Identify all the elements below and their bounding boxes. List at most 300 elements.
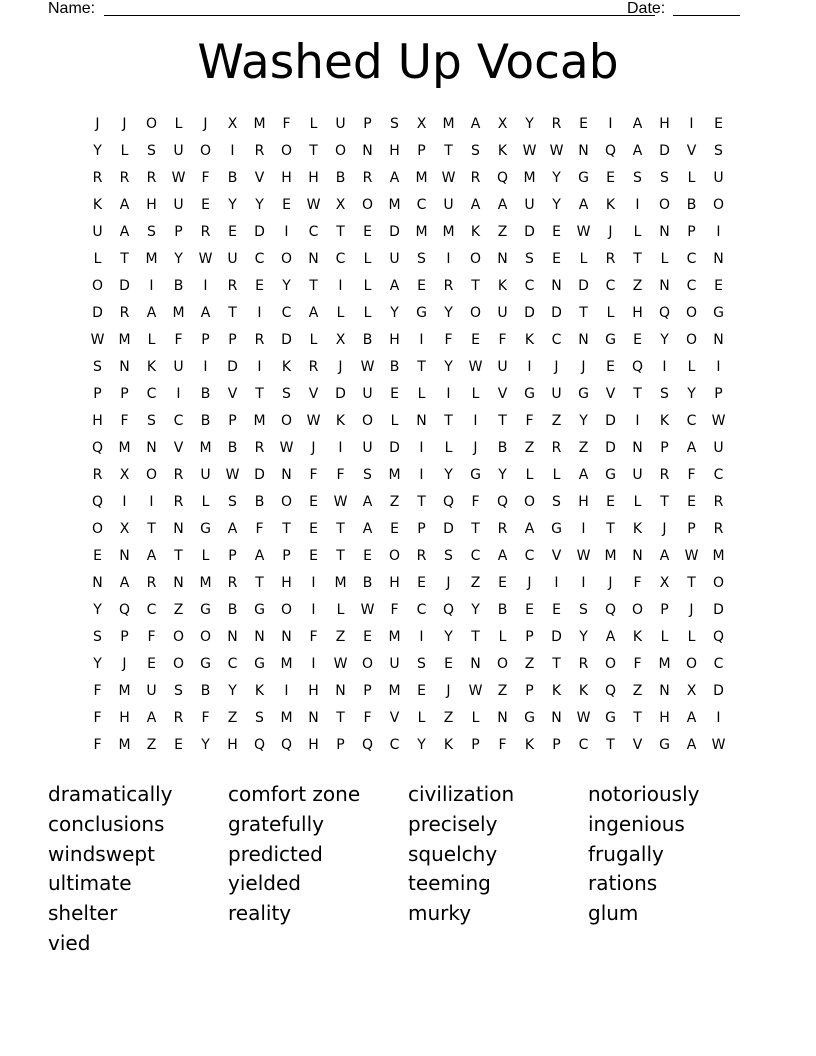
grid-letter: A <box>119 197 130 213</box>
grid-letter: S <box>417 251 426 267</box>
grid-letter: Y <box>444 305 453 321</box>
grid-letter: M <box>118 332 131 348</box>
grid-letter: B <box>227 170 238 186</box>
grid-letter: K <box>605 197 616 213</box>
grid-letter: S <box>660 386 669 402</box>
grid-letter: F <box>498 737 507 753</box>
grid-letter: O <box>685 656 698 672</box>
grid-letter: V <box>173 440 184 456</box>
grid-letter: O <box>280 602 293 618</box>
grid-letter: C <box>524 548 535 564</box>
grid-letter: T <box>336 521 345 537</box>
grid-letter: G <box>524 710 535 726</box>
grid-row <box>84 678 744 705</box>
grid-letter: U <box>227 251 238 267</box>
grid-letter: G <box>254 656 265 672</box>
grid-letter: I <box>527 359 532 375</box>
grid-letter: R <box>713 494 724 510</box>
grid-letter: R <box>119 170 130 186</box>
grid-letter: S <box>525 251 534 267</box>
grid-letter: B <box>254 494 265 510</box>
grid-letter: I <box>608 116 613 132</box>
grid-letter: L <box>336 305 345 321</box>
grid-row <box>84 516 744 543</box>
grid-letter: W <box>360 359 375 375</box>
grid-letter: J <box>95 116 100 132</box>
grid-letter: N <box>416 413 427 429</box>
grid-letter: L <box>471 710 480 726</box>
grid-letter: L <box>201 548 210 564</box>
grid-letter: D <box>227 359 238 375</box>
grid-letter: F <box>282 116 291 132</box>
grid-letter: H <box>281 170 292 186</box>
grid-letter: F <box>336 467 345 483</box>
grid-letter: N <box>92 575 103 591</box>
grid-letter: B <box>686 197 697 213</box>
grid-letter: T <box>471 629 480 645</box>
grid-letter: W <box>468 359 483 375</box>
grid-letter: S <box>714 143 723 159</box>
grid-letter: O <box>685 305 698 321</box>
grid-letter: O <box>172 656 185 672</box>
grid-letter: Z <box>173 602 184 618</box>
grid-letter: O <box>334 143 347 159</box>
grid-letter: K <box>281 359 292 375</box>
grid-letter: Y <box>444 467 453 483</box>
grid-letter: O <box>361 656 374 672</box>
grid-letter: S <box>93 629 102 645</box>
grid-letter: U <box>443 197 454 213</box>
grid-letter: T <box>552 656 561 672</box>
grid-letter: D <box>443 521 454 537</box>
grid-letter: D <box>659 143 670 159</box>
grid-letter: J <box>473 440 478 456</box>
grid-letter: B <box>227 602 238 618</box>
grid-letter: V <box>497 386 508 402</box>
date-label: Date: <box>627 0 666 17</box>
grid-letter: Y <box>444 359 453 375</box>
grid-letter: E <box>201 197 210 213</box>
grid-letter: I <box>635 413 640 429</box>
grid-letter: N <box>173 575 184 591</box>
grid-letter: I <box>662 359 667 375</box>
grid-letter: K <box>497 278 508 294</box>
grid-letter: P <box>525 683 534 699</box>
grid-letter: Z <box>524 656 535 672</box>
grid-row <box>84 435 744 462</box>
grid-letter: G <box>200 602 211 618</box>
grid-letter: F <box>363 710 372 726</box>
grid-letter: T <box>255 575 264 591</box>
word-bank-item: yielded <box>228 871 301 896</box>
grid-letter: B <box>335 170 346 186</box>
grid-letter: C <box>470 548 481 564</box>
grid-letter: W <box>522 143 537 159</box>
grid-letter: T <box>228 305 237 321</box>
grid-letter: C <box>281 305 292 321</box>
grid-letter: W <box>576 710 591 726</box>
grid-letter: J <box>122 656 127 672</box>
grid-letter: G <box>578 386 589 402</box>
grid-letter: B <box>200 386 211 402</box>
grid-letter: S <box>579 602 588 618</box>
word-bank-item: windswept <box>48 841 155 866</box>
grid-letter: A <box>119 224 130 240</box>
grid-letter: T <box>606 521 615 537</box>
grid-letter: N <box>713 251 724 267</box>
grid-letter: S <box>390 116 399 132</box>
grid-letter: X <box>335 197 346 213</box>
grid-letter: H <box>659 710 670 726</box>
grid-letter: U <box>713 170 724 186</box>
grid-letter: S <box>93 359 102 375</box>
grid-letter: K <box>632 521 643 537</box>
grid-letter: J <box>554 359 559 375</box>
grid-letter: F <box>201 710 210 726</box>
grid-letter: C <box>308 224 319 240</box>
grid-letter: A <box>686 710 697 726</box>
grid-row <box>84 732 744 759</box>
grid-row <box>84 462 744 489</box>
grid-letter: L <box>363 305 372 321</box>
grid-row <box>84 111 744 138</box>
grid-letter: C <box>578 737 589 753</box>
grid-letter: N <box>659 278 670 294</box>
grid-row <box>84 543 744 570</box>
grid-letter: O <box>280 143 293 159</box>
grid-letter: N <box>551 278 562 294</box>
grid-letter: P <box>93 386 102 402</box>
grid-row <box>84 165 744 192</box>
grid-letter: C <box>389 737 400 753</box>
grid-letter: Z <box>578 440 589 456</box>
grid-letter: U <box>497 359 508 375</box>
grid-letter: L <box>309 116 318 132</box>
word-bank-item: predicted <box>228 841 323 866</box>
grid-letter: M <box>523 170 536 186</box>
grid-letter: U <box>173 143 184 159</box>
grid-letter: H <box>146 197 157 213</box>
grid-letter: O <box>361 413 374 429</box>
grid-letter: A <box>146 548 157 564</box>
grid-letter: K <box>659 413 670 429</box>
grid-letter: U <box>173 359 184 375</box>
grid-letter: A <box>146 710 157 726</box>
grid-letter: Q <box>361 737 374 753</box>
grid-letter: J <box>608 224 613 240</box>
grid-letter: D <box>335 386 346 402</box>
grid-letter: T <box>687 575 696 591</box>
grid-letter: F <box>390 602 399 618</box>
grid-letter: Q <box>658 305 671 321</box>
grid-letter: W <box>333 656 348 672</box>
grid-letter: H <box>389 575 400 591</box>
grid-letter: Y <box>579 413 588 429</box>
grid-letter: N <box>578 332 589 348</box>
grid-letter: R <box>551 116 562 132</box>
grid-letter: L <box>525 467 534 483</box>
grid-letter: U <box>713 440 724 456</box>
grid-letter: A <box>578 467 589 483</box>
date-blank-line[interactable] <box>673 15 740 16</box>
grid-letter: I <box>284 683 289 699</box>
grid-letter: J <box>662 521 667 537</box>
grid-letter: K <box>470 224 481 240</box>
word-bank-item: ultimate <box>48 871 132 896</box>
grid-letter: I <box>581 575 586 591</box>
grid-letter: T <box>282 521 291 537</box>
grid-letter: W <box>198 251 213 267</box>
grid-letter: P <box>282 548 291 564</box>
grid-letter: N <box>146 440 157 456</box>
grid-letter: C <box>686 251 697 267</box>
grid-letter: D <box>524 224 535 240</box>
grid-letter: C <box>416 197 427 213</box>
grid-letter: K <box>632 629 643 645</box>
grid-letter: N <box>335 683 346 699</box>
grid-letter: K <box>497 143 508 159</box>
grid-letter: F <box>498 332 507 348</box>
grid-letter: P <box>336 737 345 753</box>
word-bank-item: comfort zone <box>228 782 361 806</box>
grid-letter: E <box>390 521 399 537</box>
word-bank-item: civilization <box>408 782 515 806</box>
grid-letter: K <box>443 737 454 753</box>
grid-letter: N <box>119 548 130 564</box>
grid-letter: D <box>389 440 400 456</box>
grid-letter: M <box>280 656 293 672</box>
grid-row <box>84 705 744 732</box>
grid-letter: F <box>255 521 264 537</box>
grid-letter: J <box>581 359 586 375</box>
grid-letter: A <box>254 548 265 564</box>
grid-row <box>84 246 744 273</box>
grid-letter: D <box>119 278 130 294</box>
grid-letter: E <box>147 656 156 672</box>
grid-letter: A <box>497 548 508 564</box>
grid-row <box>84 138 744 165</box>
grid-letter: N <box>173 521 184 537</box>
grid-letter: E <box>552 602 561 618</box>
grid-letter: J <box>446 575 451 591</box>
grid-letter: A <box>632 143 643 159</box>
grid-letter: D <box>281 332 292 348</box>
grid-letter: E <box>471 332 480 348</box>
grid-letter: W <box>333 494 348 510</box>
grid-letter: G <box>713 305 724 321</box>
grid-letter: P <box>228 332 237 348</box>
grid-letter: F <box>147 629 156 645</box>
grid-letter: N <box>308 251 319 267</box>
word-bank-item: vied <box>48 930 91 955</box>
grid-letter: U <box>632 467 643 483</box>
grid-letter: A <box>605 629 616 645</box>
grid-letter: G <box>605 467 616 483</box>
grid-letter: F <box>201 170 210 186</box>
grid-letter: R <box>173 494 184 510</box>
grid-letter: A <box>686 440 697 456</box>
grid-letter: Z <box>497 683 508 699</box>
grid-letter: E <box>309 494 318 510</box>
grid-letter: M <box>118 737 131 753</box>
grid-letter: B <box>389 359 400 375</box>
grid-letter: I <box>419 332 424 348</box>
grid-letter: N <box>578 143 589 159</box>
grid-letter: Q <box>442 494 455 510</box>
grid-letter: P <box>687 224 696 240</box>
grid-letter: H <box>92 413 103 429</box>
grid-letter: Z <box>524 440 535 456</box>
grid-letter: F <box>309 629 318 645</box>
grid-letter: Q <box>280 737 293 753</box>
grid-letter: C <box>686 413 697 429</box>
grid-letter: M <box>280 710 293 726</box>
grid-letter: N <box>632 440 643 456</box>
grid-letter: M <box>199 575 212 591</box>
grid-letter: K <box>254 683 265 699</box>
word-bank-empty <box>588 929 768 959</box>
grid-letter: C <box>713 656 724 672</box>
grid-row <box>84 381 744 408</box>
grid-letter: V <box>308 386 319 402</box>
grid-letter: H <box>281 575 292 591</box>
grid-letter: S <box>174 683 183 699</box>
grid-letter: E <box>525 602 534 618</box>
grid-letter: I <box>257 305 262 321</box>
grid-letter: S <box>147 413 156 429</box>
grid-letter: Y <box>525 116 534 132</box>
grid-letter: H <box>227 737 238 753</box>
grid-letter: L <box>309 332 318 348</box>
grid-letter: L <box>498 629 507 645</box>
grid-letter: H <box>389 332 400 348</box>
grid-letter: P <box>228 413 237 429</box>
grid-letter: N <box>497 251 508 267</box>
grid-letter: X <box>227 116 238 132</box>
grid-letter: Y <box>255 197 264 213</box>
grid-letter: O <box>496 656 509 672</box>
grid-letter: L <box>417 386 426 402</box>
grid-letter: W <box>360 602 375 618</box>
grid-letter: A <box>146 305 157 321</box>
grid-letter: H <box>308 737 319 753</box>
grid-letter: E <box>282 197 291 213</box>
name-blank-line[interactable] <box>104 15 655 16</box>
grid-letter: W <box>549 143 564 159</box>
grid-letter: C <box>146 602 157 618</box>
grid-letter: W <box>576 548 591 564</box>
grid-row <box>84 219 744 246</box>
grid-letter: T <box>660 494 669 510</box>
grid-letter: W <box>576 224 591 240</box>
grid-letter: K <box>524 737 535 753</box>
grid-letter: L <box>201 494 210 510</box>
grid-letter: O <box>469 305 482 321</box>
grid-letter: J <box>446 683 451 699</box>
grid-letter: E <box>417 683 426 699</box>
word-bank-item: shelter <box>48 901 118 926</box>
grid-letter: F <box>633 656 642 672</box>
grid-letter: D <box>578 278 589 294</box>
grid-letter: Q <box>442 602 455 618</box>
grid-letter: I <box>338 440 343 456</box>
grid-letter: I <box>473 413 478 429</box>
grid-letter: E <box>228 224 237 240</box>
grid-letter: N <box>254 629 265 645</box>
grid-letter: D <box>551 629 562 645</box>
grid-letter: Z <box>389 494 400 510</box>
grid-letter: E <box>606 359 615 375</box>
grid-letter: B <box>497 440 508 456</box>
grid-letter: N <box>362 143 373 159</box>
grid-letter: L <box>444 440 453 456</box>
grid-letter: B <box>497 602 508 618</box>
grid-row <box>84 273 744 300</box>
grid-letter: G <box>605 710 616 726</box>
grid-letter: I <box>257 359 262 375</box>
grid-letter: T <box>606 737 615 753</box>
grid-letter: O <box>199 143 212 159</box>
grid-row <box>84 570 744 597</box>
grid-letter: Z <box>551 413 562 429</box>
grid-letter: F <box>471 494 480 510</box>
grid-letter: T <box>120 251 129 267</box>
grid-letter: Y <box>93 143 102 159</box>
grid-letter: P <box>174 224 183 240</box>
grid-letter: P <box>471 737 480 753</box>
grid-letter: O <box>91 278 104 294</box>
grid-letter: A <box>470 197 481 213</box>
grid-letter: Y <box>93 602 102 618</box>
grid-letter: Y <box>552 197 561 213</box>
grid-letter: R <box>254 332 265 348</box>
grid-letter: U <box>389 656 400 672</box>
grid-letter: E <box>579 116 588 132</box>
grid-letter: U <box>551 386 562 402</box>
grid-letter: I <box>635 197 640 213</box>
grid-letter: A <box>578 197 589 213</box>
grid-letter: H <box>389 143 400 159</box>
grid-letter: A <box>632 116 643 132</box>
grid-letter: C <box>146 386 157 402</box>
grid-letter: R <box>578 656 589 672</box>
grid-row <box>84 597 744 624</box>
grid-letter: E <box>417 278 426 294</box>
grid-letter: R <box>146 170 157 186</box>
grid-letter: W <box>225 467 240 483</box>
grid-letter: M <box>145 251 158 267</box>
grid-letter: L <box>336 602 345 618</box>
grid-letter: N <box>659 224 670 240</box>
grid-letter: M <box>388 197 401 213</box>
grid-letter: Y <box>417 737 426 753</box>
grid-letter: O <box>145 116 158 132</box>
grid-letter: L <box>120 143 129 159</box>
grid-letter: D <box>713 683 724 699</box>
grid-letter: S <box>147 143 156 159</box>
word-bank-item: precisely <box>408 811 498 836</box>
grid-letter: L <box>687 170 696 186</box>
grid-letter: H <box>578 494 589 510</box>
grid-letter: V <box>632 737 643 753</box>
grid-letter: E <box>606 494 615 510</box>
word-bank-item: rations <box>588 871 658 896</box>
grid-letter: K <box>92 197 103 213</box>
grid-row <box>84 489 744 516</box>
grid-letter: A <box>389 170 400 186</box>
grid-letter: E <box>363 224 372 240</box>
grid-letter: H <box>308 683 319 699</box>
